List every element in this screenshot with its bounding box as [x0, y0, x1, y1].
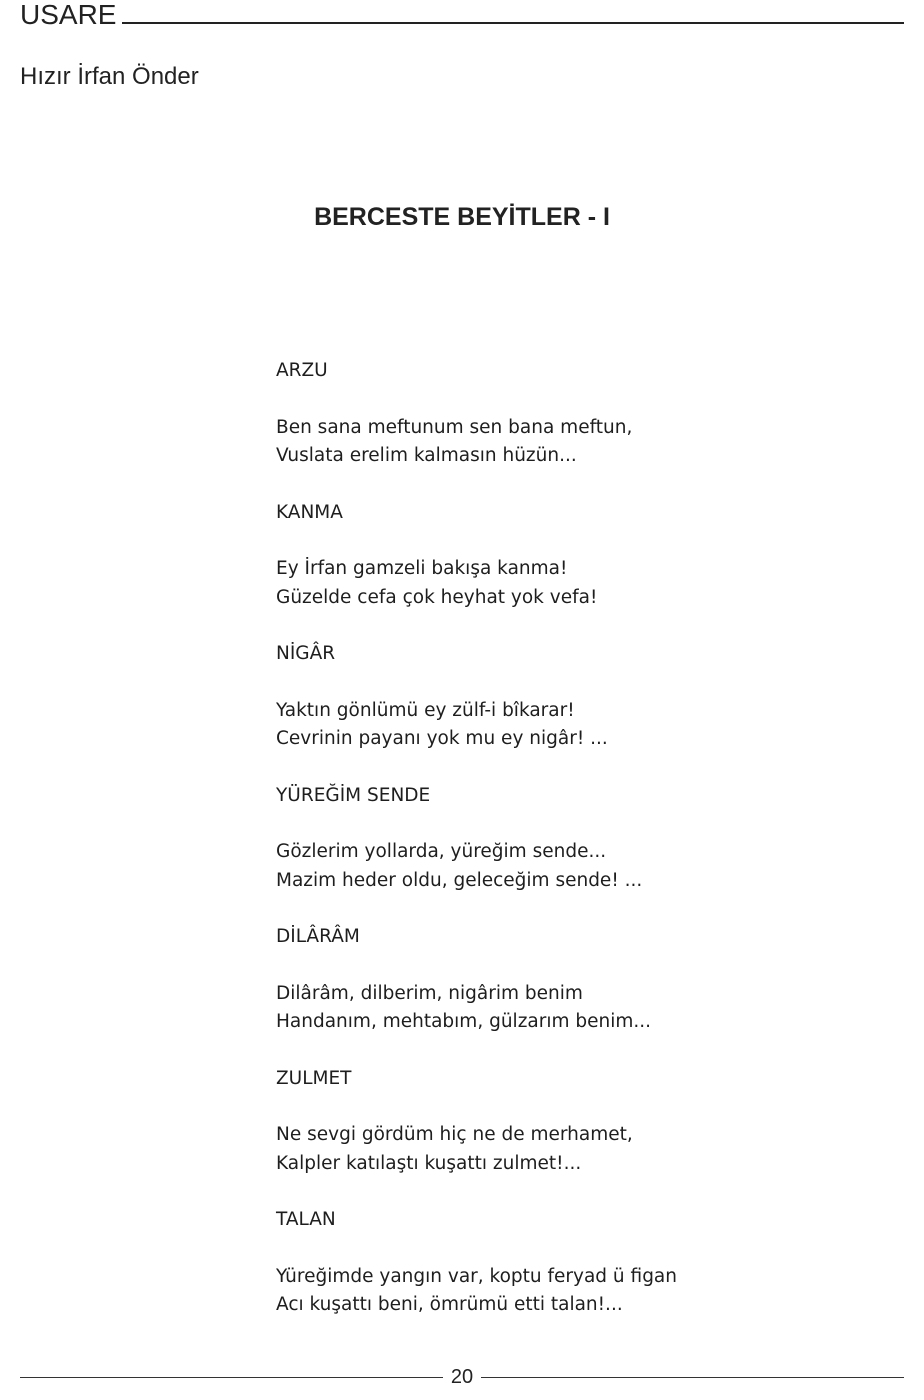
- page-number: 20: [450, 1365, 474, 1388]
- poem-line: Dilârâm, dilberim, nigârim benim: [276, 982, 583, 1004]
- poem: [276, 782, 836, 896]
- poem-heading: ARZU: [276, 360, 328, 381]
- poem: [276, 640, 836, 754]
- page-header: [20, 0, 904, 30]
- poem: [276, 1206, 836, 1320]
- poem-heading: TALAN: [276, 1209, 336, 1230]
- page-footer: [20, 1362, 904, 1392]
- poem-line: Yüreğimde yangın var, koptu feryad ü figan: [276, 1265, 677, 1287]
- poem-line: Vuslata erelim kalmasın hüzün...: [276, 445, 577, 466]
- poem-list: [276, 357, 836, 1348]
- poem-line: Ey İrfan gamzeli bakışa kanma!: [276, 558, 568, 579]
- footer-rule-right: [481, 1377, 904, 1378]
- poem-line: Güzelde cefa çok heyhat yok vefa!: [276, 586, 598, 608]
- poem: [276, 923, 836, 1037]
- poem-line: Cevrinin payanı yok mu ey nigâr! ...: [276, 728, 608, 749]
- publication-title: USARE: [20, 0, 117, 30]
- poem-heading: ZULMET: [276, 1067, 352, 1089]
- poem-line: Kalpler katılaştı kuşattı zulmet!...: [276, 1152, 582, 1174]
- poem-line: Handanım, mehtabım, gülzarım benim...: [276, 1011, 652, 1032]
- poem-line: Acı kuşattı beni, ömrümü etti talan!...: [276, 1294, 623, 1315]
- poem-line: Yaktın gönlümü ey zülf-i bîkarar!: [276, 699, 575, 721]
- poem: [276, 1065, 836, 1179]
- poem-heading: KANMA: [276, 501, 343, 523]
- poem-heading: YÜREĞİM SENDE: [276, 784, 431, 806]
- poem-line: Ne sevgi gördüm hiç ne de merhamet,: [276, 1124, 633, 1145]
- footer-rule-left: [20, 1377, 443, 1378]
- poem-line: Ben sana meftunum sen bana meftun,: [276, 416, 633, 438]
- page-title: BERCESTE BEYİTLER - I: [314, 203, 610, 231]
- poem: [276, 499, 836, 613]
- poem: [276, 357, 836, 471]
- author-name: Hızır İrfan Önder: [20, 63, 199, 90]
- poem-line: Mazim heder oldu, geleceğim sende! ...: [276, 869, 643, 891]
- poem-heading: DİLÂRÂM: [276, 926, 360, 947]
- header-rule: [122, 22, 904, 24]
- poem-line: Gözlerim yollarda, yüreğim sende...: [276, 841, 607, 862]
- poem-heading: NİGÂR: [276, 643, 336, 664]
